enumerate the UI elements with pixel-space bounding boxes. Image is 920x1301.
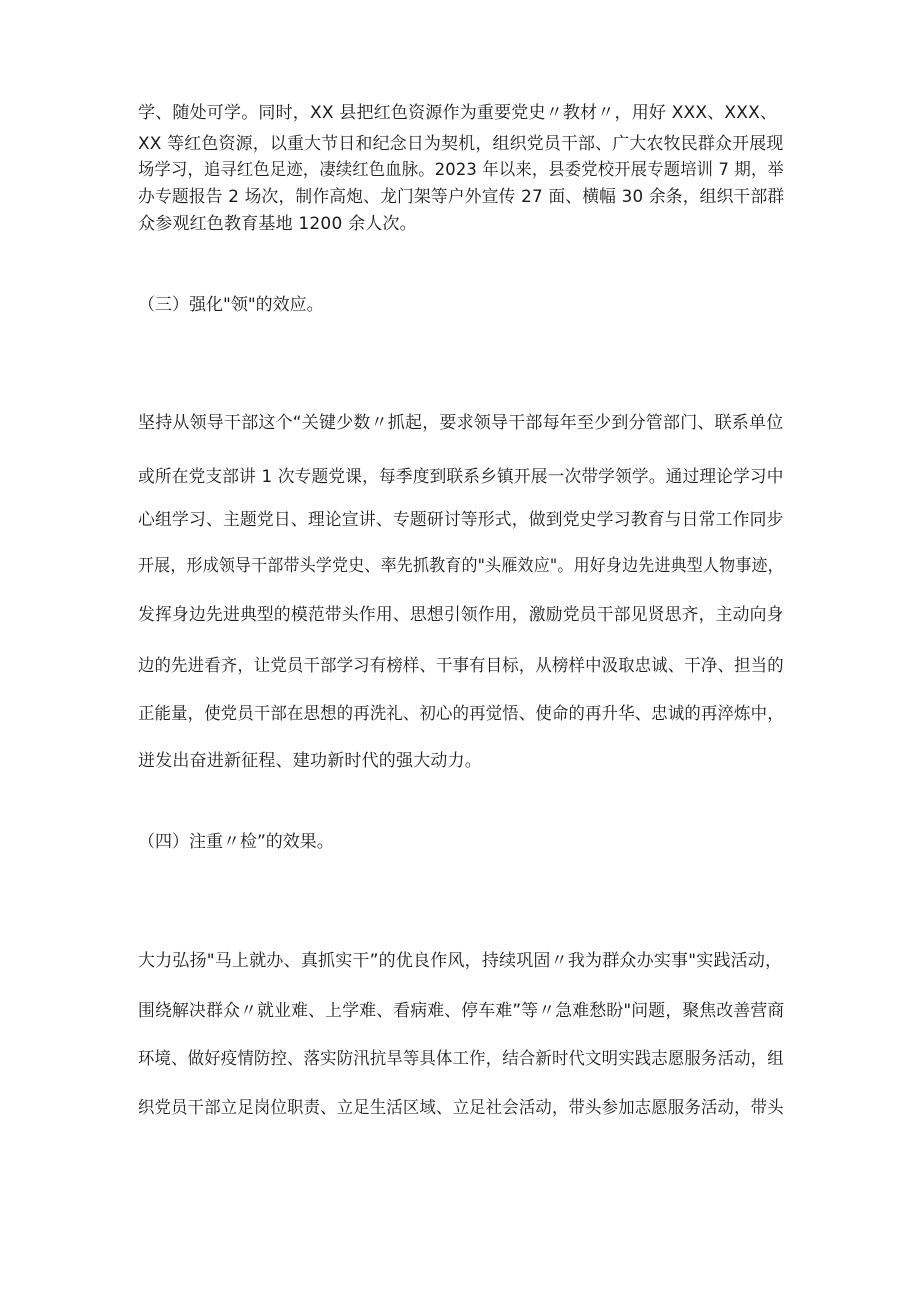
paragraph-line: 大力弘扬"马上就办、真抓实干”的优良作风，持续巩固〃我为群众办实事"实践活动， — [138, 951, 783, 971]
section-heading-4: （四）注重〃检”的效果。 — [138, 832, 334, 852]
section-heading-3: （三）强化"领"的效应。 — [138, 295, 324, 315]
paragraph-line: 办专题报告 2 场次，制作高炮、龙门架等户外宣传 27 面、横幅 30 余条，组织干部群 — [138, 187, 785, 207]
paragraph-line: 围绕解决群众〃就业难、上学难、看病难、停车难”等〃急难愁盼"问题，聚焦改善营商 — [138, 1001, 785, 1021]
paragraph-line: 学、随处可学。同时，XX 县把红色资源作为重要党史〃教材〃，用好 XXX、XXX、 — [138, 103, 778, 123]
paragraph-line: XX 等红色资源，以重大节日和纪念日为契机，组织党员干部、广大农牧民群众开展现 — [138, 134, 784, 154]
paragraph-line: 正能量，使党员干部在思想的再洗礼、初心的再觉悟、使命的再升华、忠诚的再淬炼中， — [138, 704, 784, 724]
paragraph-line: 心组学习、主题党日、理论宣讲、专题研讨等形式，做到党史学习教育与日常工作同步 — [138, 510, 784, 530]
paragraph-line: 边的先进看齐，让党员干部学习有榜样、干事有目标，从榜样中汲取忠诚、干净、担当的 — [138, 656, 784, 676]
paragraph-line: 迸发出奋进新征程、建功新时代的强大动力。 — [138, 751, 482, 771]
paragraph-line: 或所在党支部讲 1 次专题党课，每季度到联系乡镇开展一次带学领学。通过理论学习中 — [138, 467, 784, 487]
paragraph-line: 坚持从领导干部这个“关键少数〃抓起，要求领导干部每年至少到分管部门、联系单位 — [138, 413, 784, 433]
paragraph-line: 场学习，追寻红色足迹，凄续红色血脉。2023 年以来，县委党校开展专题培训 7 期，举 — [138, 160, 784, 180]
paragraph-line: 开展，形成领导干部带头学党史、率先抓教育的"头雁效应"。用好身边先进典型人物事迹， — [138, 556, 784, 576]
paragraph-line: 织党员干部立足岗位职责、立足生活区域、立足社会活动，带头参加志愿服务活动，带头 — [138, 1098, 784, 1118]
paragraph-line: 发挥身边先进典型的模范带头作用、思想引领作用，激励党员干部见贤思齐，主动向身 — [138, 605, 784, 625]
paragraph-line: 环境、做好疫情防控、落实防汛抗旱等具体工作，结合新时代文明实践志愿服务活动，组 — [138, 1049, 784, 1069]
paragraph-line: 众参观红色教育基地 1200 余人次。 — [138, 214, 417, 234]
